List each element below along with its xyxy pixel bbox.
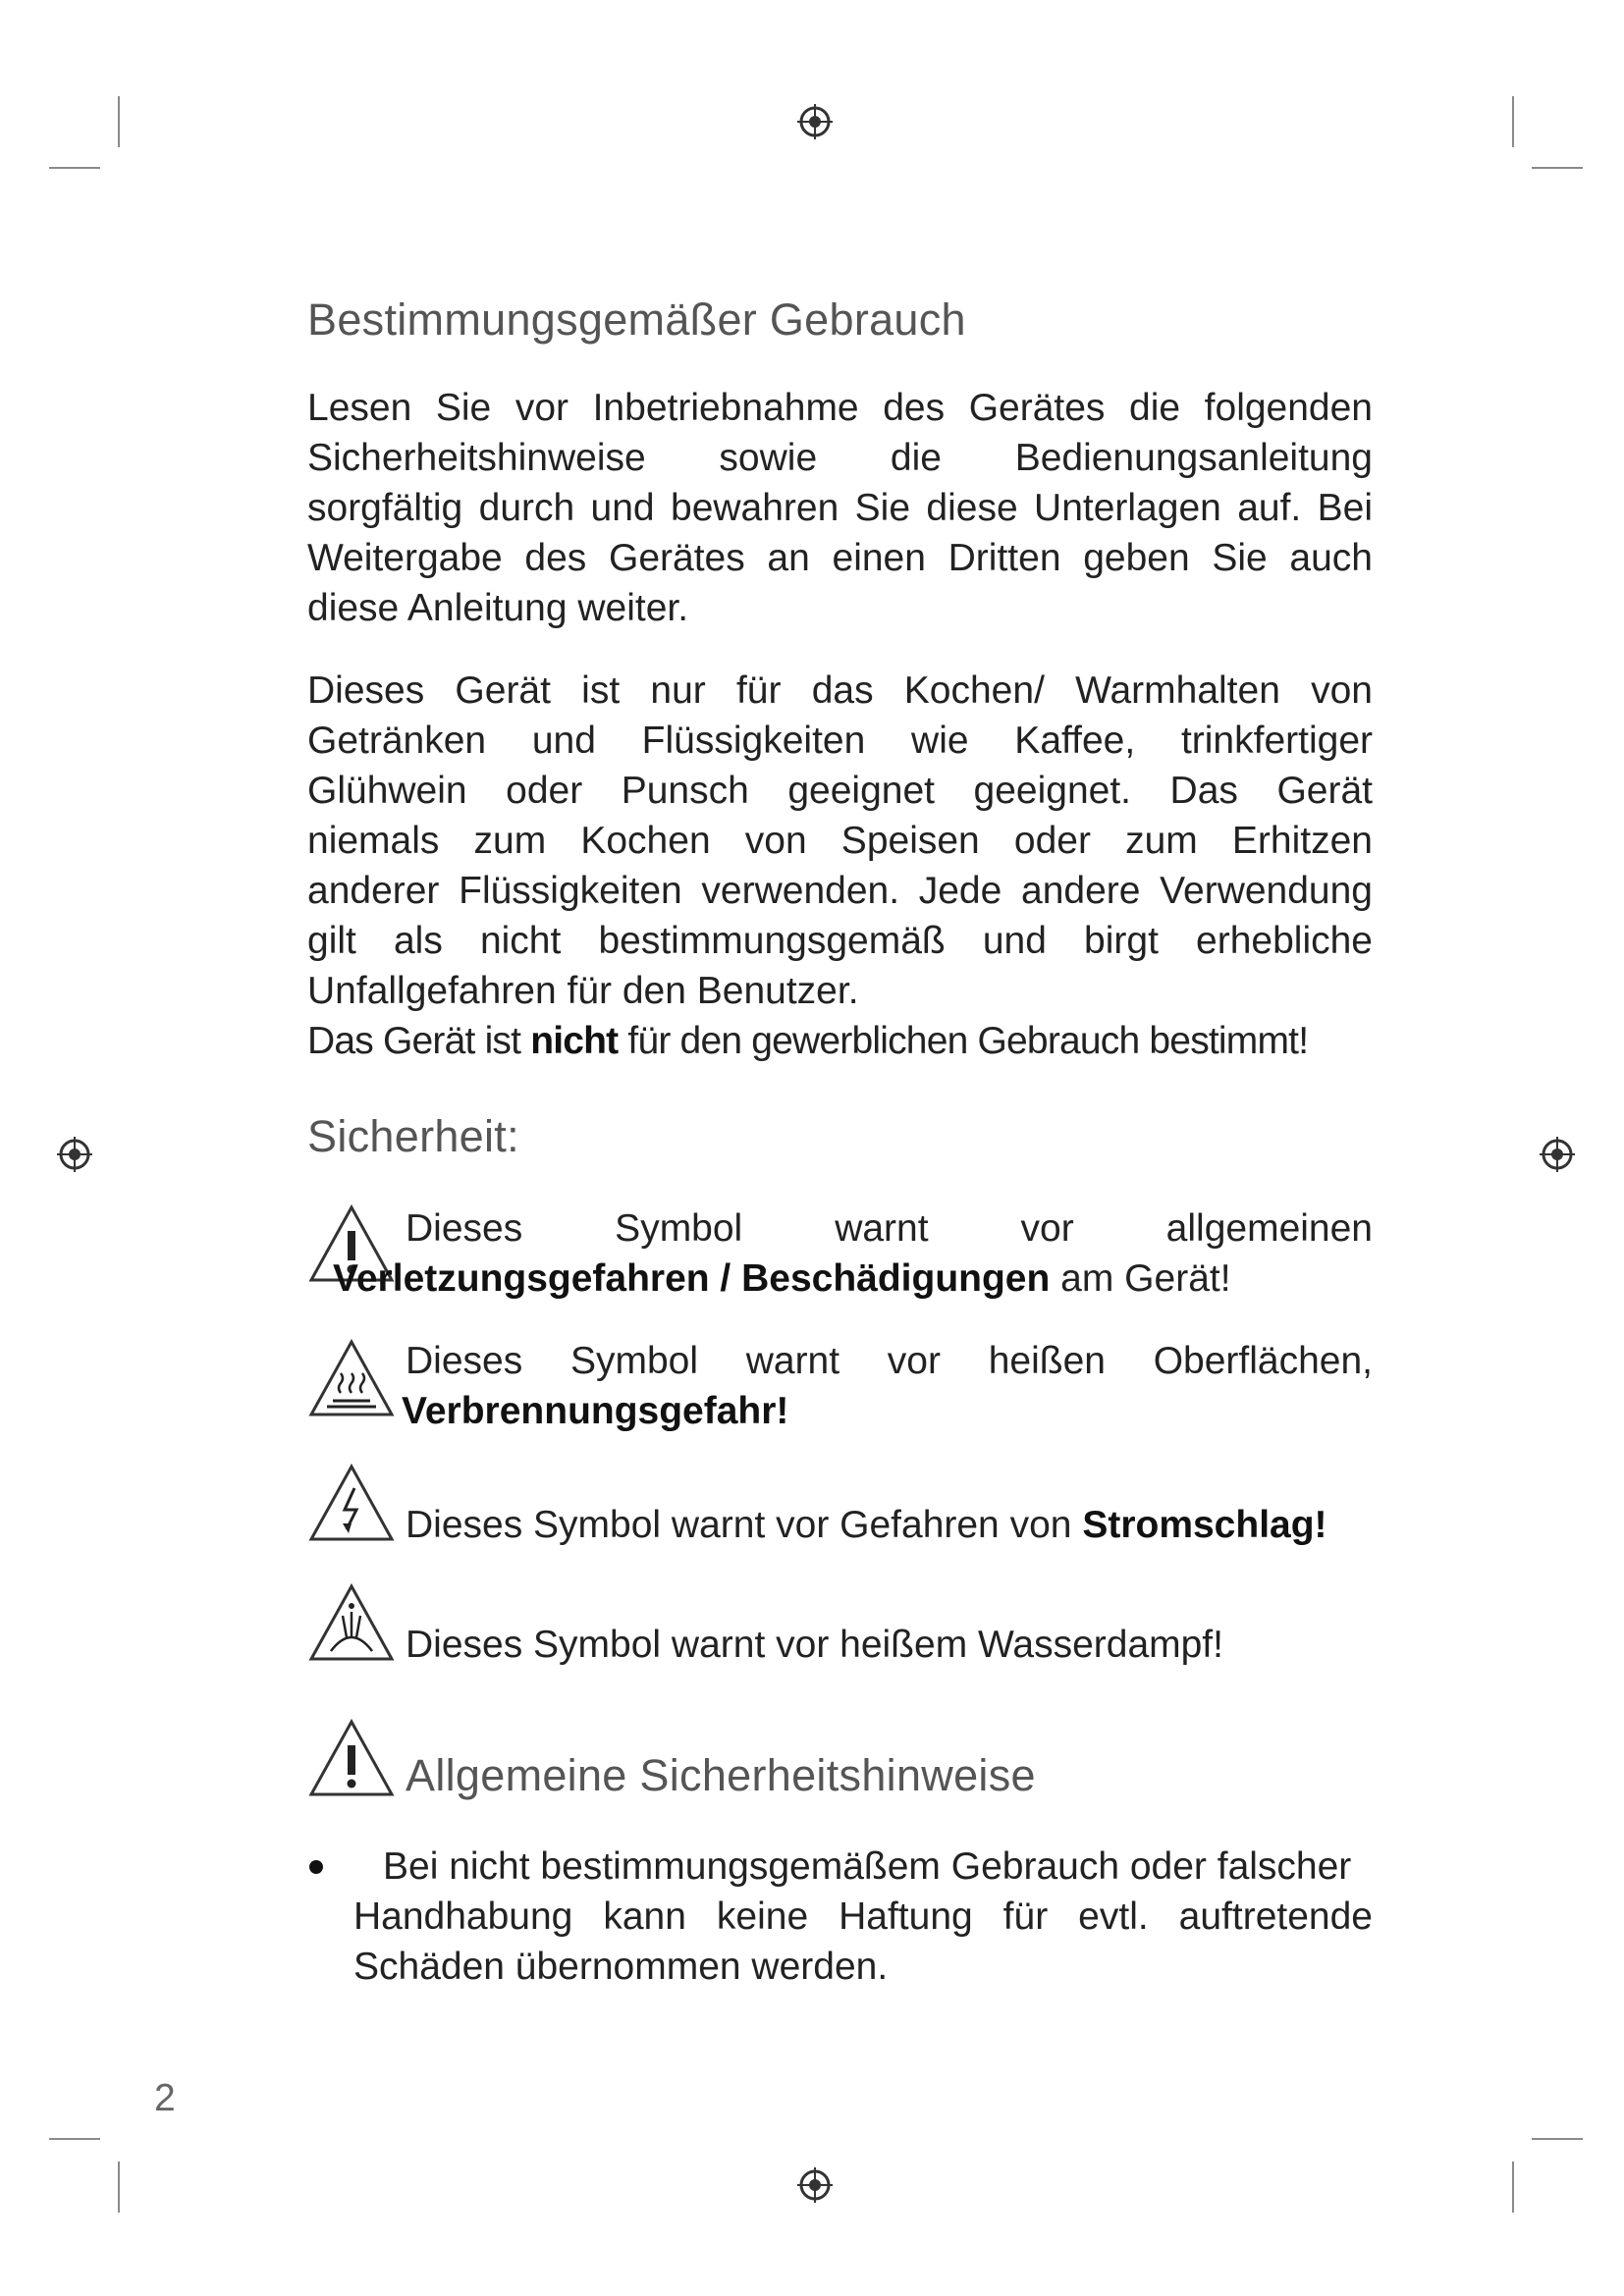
text-fragment: Das Gerät ist: [307, 1020, 531, 1062]
text-line: Dieses Gerät ist nur für das Kochen/ Warmhalten von: [307, 669, 1373, 712]
page-number: 2: [154, 2077, 176, 2119]
text-line: Bei nicht bestimmungsgemäßem Gebrauch oder falscher: [383, 1845, 1352, 1888]
text-line: [307, 1386, 1373, 1436]
text-line: Lesen Sie vor Inbetriebnahme des Gerätes die folgenden: [307, 387, 1373, 429]
section-title: Bestimmungsgemäßer Gebrauch: [307, 294, 966, 345]
crop-mark: [49, 2138, 100, 2140]
symbol-text: [307, 1203, 1373, 1304]
registration-mark-icon: [795, 2165, 835, 2205]
bullet-icon: [309, 1860, 323, 1874]
crop-mark: [49, 167, 100, 169]
registration-mark-icon: [1538, 1135, 1577, 1174]
symbol-text: [307, 1336, 1373, 1436]
text-line: Schäden übernommen werden.: [353, 1946, 889, 1988]
text-line: [307, 1500, 1373, 1550]
text-line: Handhabung kann keine Haftung für evtl. auftretende: [353, 1896, 1373, 1938]
text-line: gilt als nicht bestimmungsgemäß und birgt erhebliche: [307, 920, 1373, 962]
text-line: Dieses Symbol warnt vor heißem Wasserdampf!: [406, 1624, 1223, 1666]
text-fragment: Dieses Symbol warnt vor Gefahren von: [406, 1504, 1083, 1546]
symbol-text: [307, 1620, 1373, 1670]
symbol-text: [307, 1500, 1373, 1550]
emphasis-text: Verletzungsgefahren / Beschädigungen: [333, 1257, 1051, 1300]
crop-mark: [118, 2162, 120, 2213]
paragraph-usage: [307, 666, 1373, 1066]
emphasis-text: Verbrennungsgefahr!: [402, 1390, 789, 1432]
text-line: diese Anleitung weiter.: [307, 587, 689, 629]
section-title: Sicherheit:: [307, 1111, 519, 1161]
text-line: niemals zum Kochen von Speisen oder zum Erhitzen: [307, 820, 1373, 862]
section-safety: [307, 1111, 1373, 1162]
emphasis-text: nicht: [530, 1020, 619, 1062]
text-fragment: für den gewerblichen Gebrauch bestimmt!: [618, 1020, 1309, 1062]
crop-mark: [1512, 96, 1514, 147]
registration-mark-icon: [795, 102, 835, 141]
text-line: Dieses Symbol warnt vor allgemeinen: [406, 1207, 1373, 1250]
crop-mark: [1532, 167, 1583, 169]
bullet-item: [353, 1842, 1404, 1892]
crop-mark: [1532, 2138, 1583, 2140]
text-line: Unfallgefahren für den Benutzer.: [307, 970, 859, 1012]
text-fragment: am Gerät!: [1050, 1257, 1231, 1300]
text-line: Sicherheitshinweise sowie die Bedienungsanleitung: [307, 437, 1373, 479]
text-line: Glühwein oder Punsch geeignet geeignet. Das Gerät: [307, 770, 1373, 812]
text-line: Getränken und Flüssigkeiten wie Kaffee, trinkfertiger: [307, 720, 1373, 762]
crop-mark: [118, 96, 120, 147]
text-line: [307, 1254, 1373, 1304]
text-line: anderer Flüssigkeiten verwenden. Jede andere Verwendung: [307, 870, 1373, 912]
text-line: [307, 1016, 1373, 1066]
registration-mark-icon: [55, 1135, 94, 1174]
section-title: Allgemeine Sicherheitshinweise: [406, 1750, 1036, 1800]
section-intended-use: [307, 294, 1373, 346]
warning-exclamation-icon: [307, 1718, 396, 1798]
text-line: sorgfältig durch und bewahren Sie diese Unterlagen auf. Bei: [307, 487, 1373, 529]
text-line: Weitergabe des Gerätes an einen Dritten geben Sie auch: [307, 537, 1373, 579]
text-line: Dieses Symbol warnt vor heißen Oberflächen,: [406, 1340, 1373, 1382]
crop-mark: [1512, 2162, 1514, 2213]
bullet-item-continuation: [307, 1892, 1373, 1992]
emphasis-text: Stromschlag!: [1082, 1504, 1327, 1546]
paragraph-read-instructions: [307, 383, 1373, 633]
